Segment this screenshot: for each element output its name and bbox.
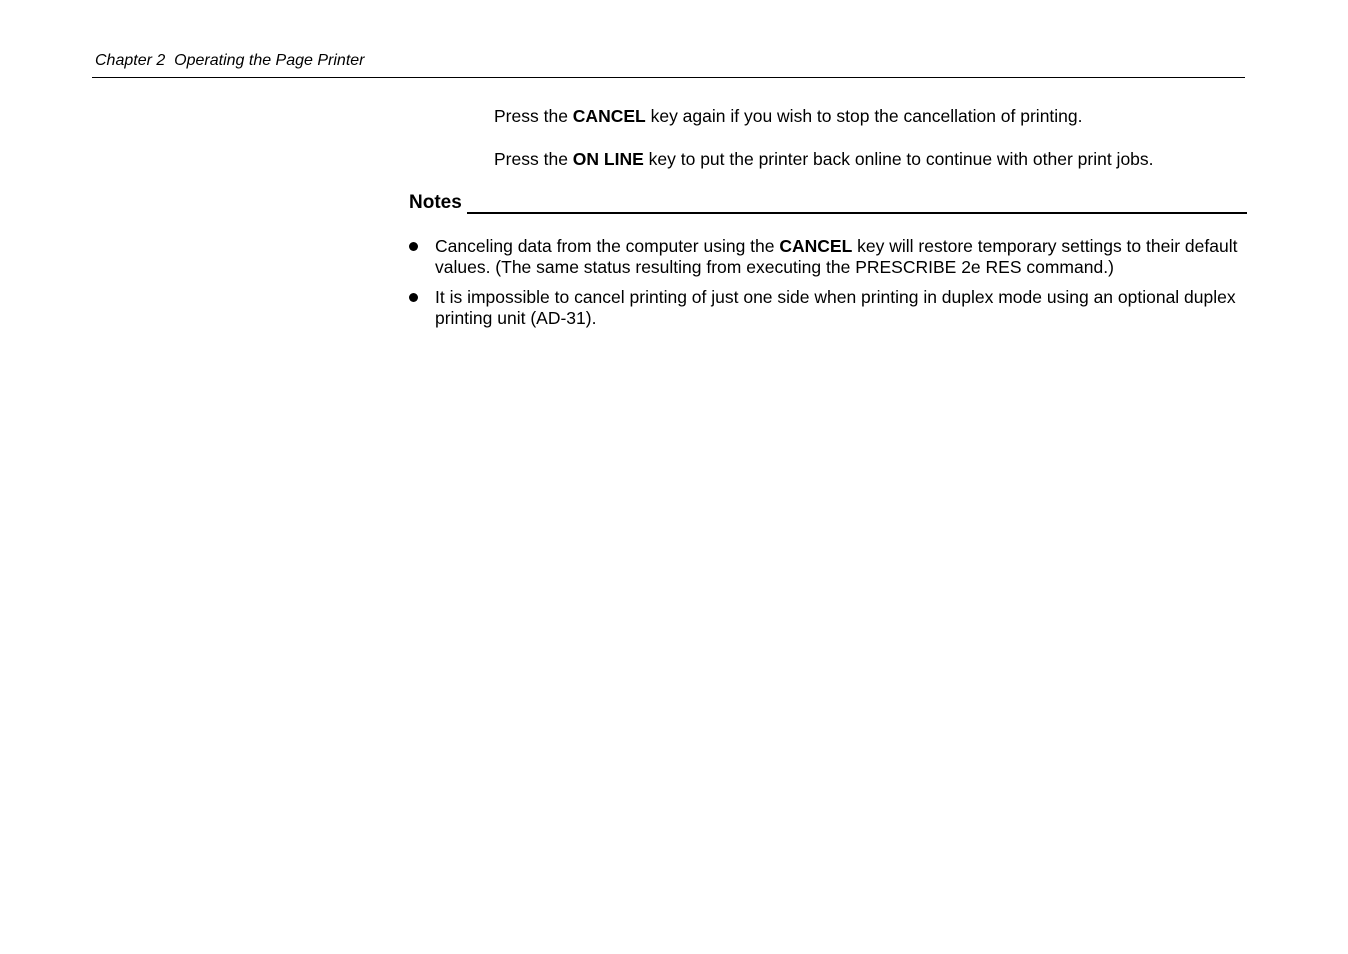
online-key-label: ON LINE <box>572 149 644 169</box>
notes-rule <box>467 212 1247 214</box>
note-text-part: Canceling data from the computer using the <box>435 236 780 256</box>
cancel-key-label: CANCEL <box>572 106 646 126</box>
paragraph-text: key to put the printer back online to continue with other print jobs. <box>643 149 1154 169</box>
note-text <box>435 236 1239 278</box>
paragraph-text: Press the <box>494 149 573 169</box>
paragraph-text: Press the <box>494 106 573 126</box>
bullet-icon <box>409 242 418 251</box>
cancel-key-label: CANCEL <box>779 236 853 256</box>
header-rule <box>92 77 1245 78</box>
note-item <box>409 236 1239 278</box>
note-text <box>435 287 1239 329</box>
paragraph-cancel-again <box>494 106 1083 127</box>
running-header: Chapter 2 Operating the Page Printer <box>95 52 365 69</box>
paragraph-text: key again if you wish to stop the cancellation of printing. <box>645 106 1083 126</box>
note-text-part: key will restore temporary settings to their default values. (The same status resulting from executing the PRESCRIBE 2e RES command.) <box>435 236 1238 277</box>
note-text-part: It is impossible to cancel printing of just one side when printing in duplex mode using an optional duplex printing unit (AD-31). <box>435 287 1236 328</box>
note-item <box>409 287 1239 329</box>
notes-heading: Notes <box>409 192 462 213</box>
bullet-icon <box>409 293 418 302</box>
paragraph-online <box>494 149 1154 170</box>
